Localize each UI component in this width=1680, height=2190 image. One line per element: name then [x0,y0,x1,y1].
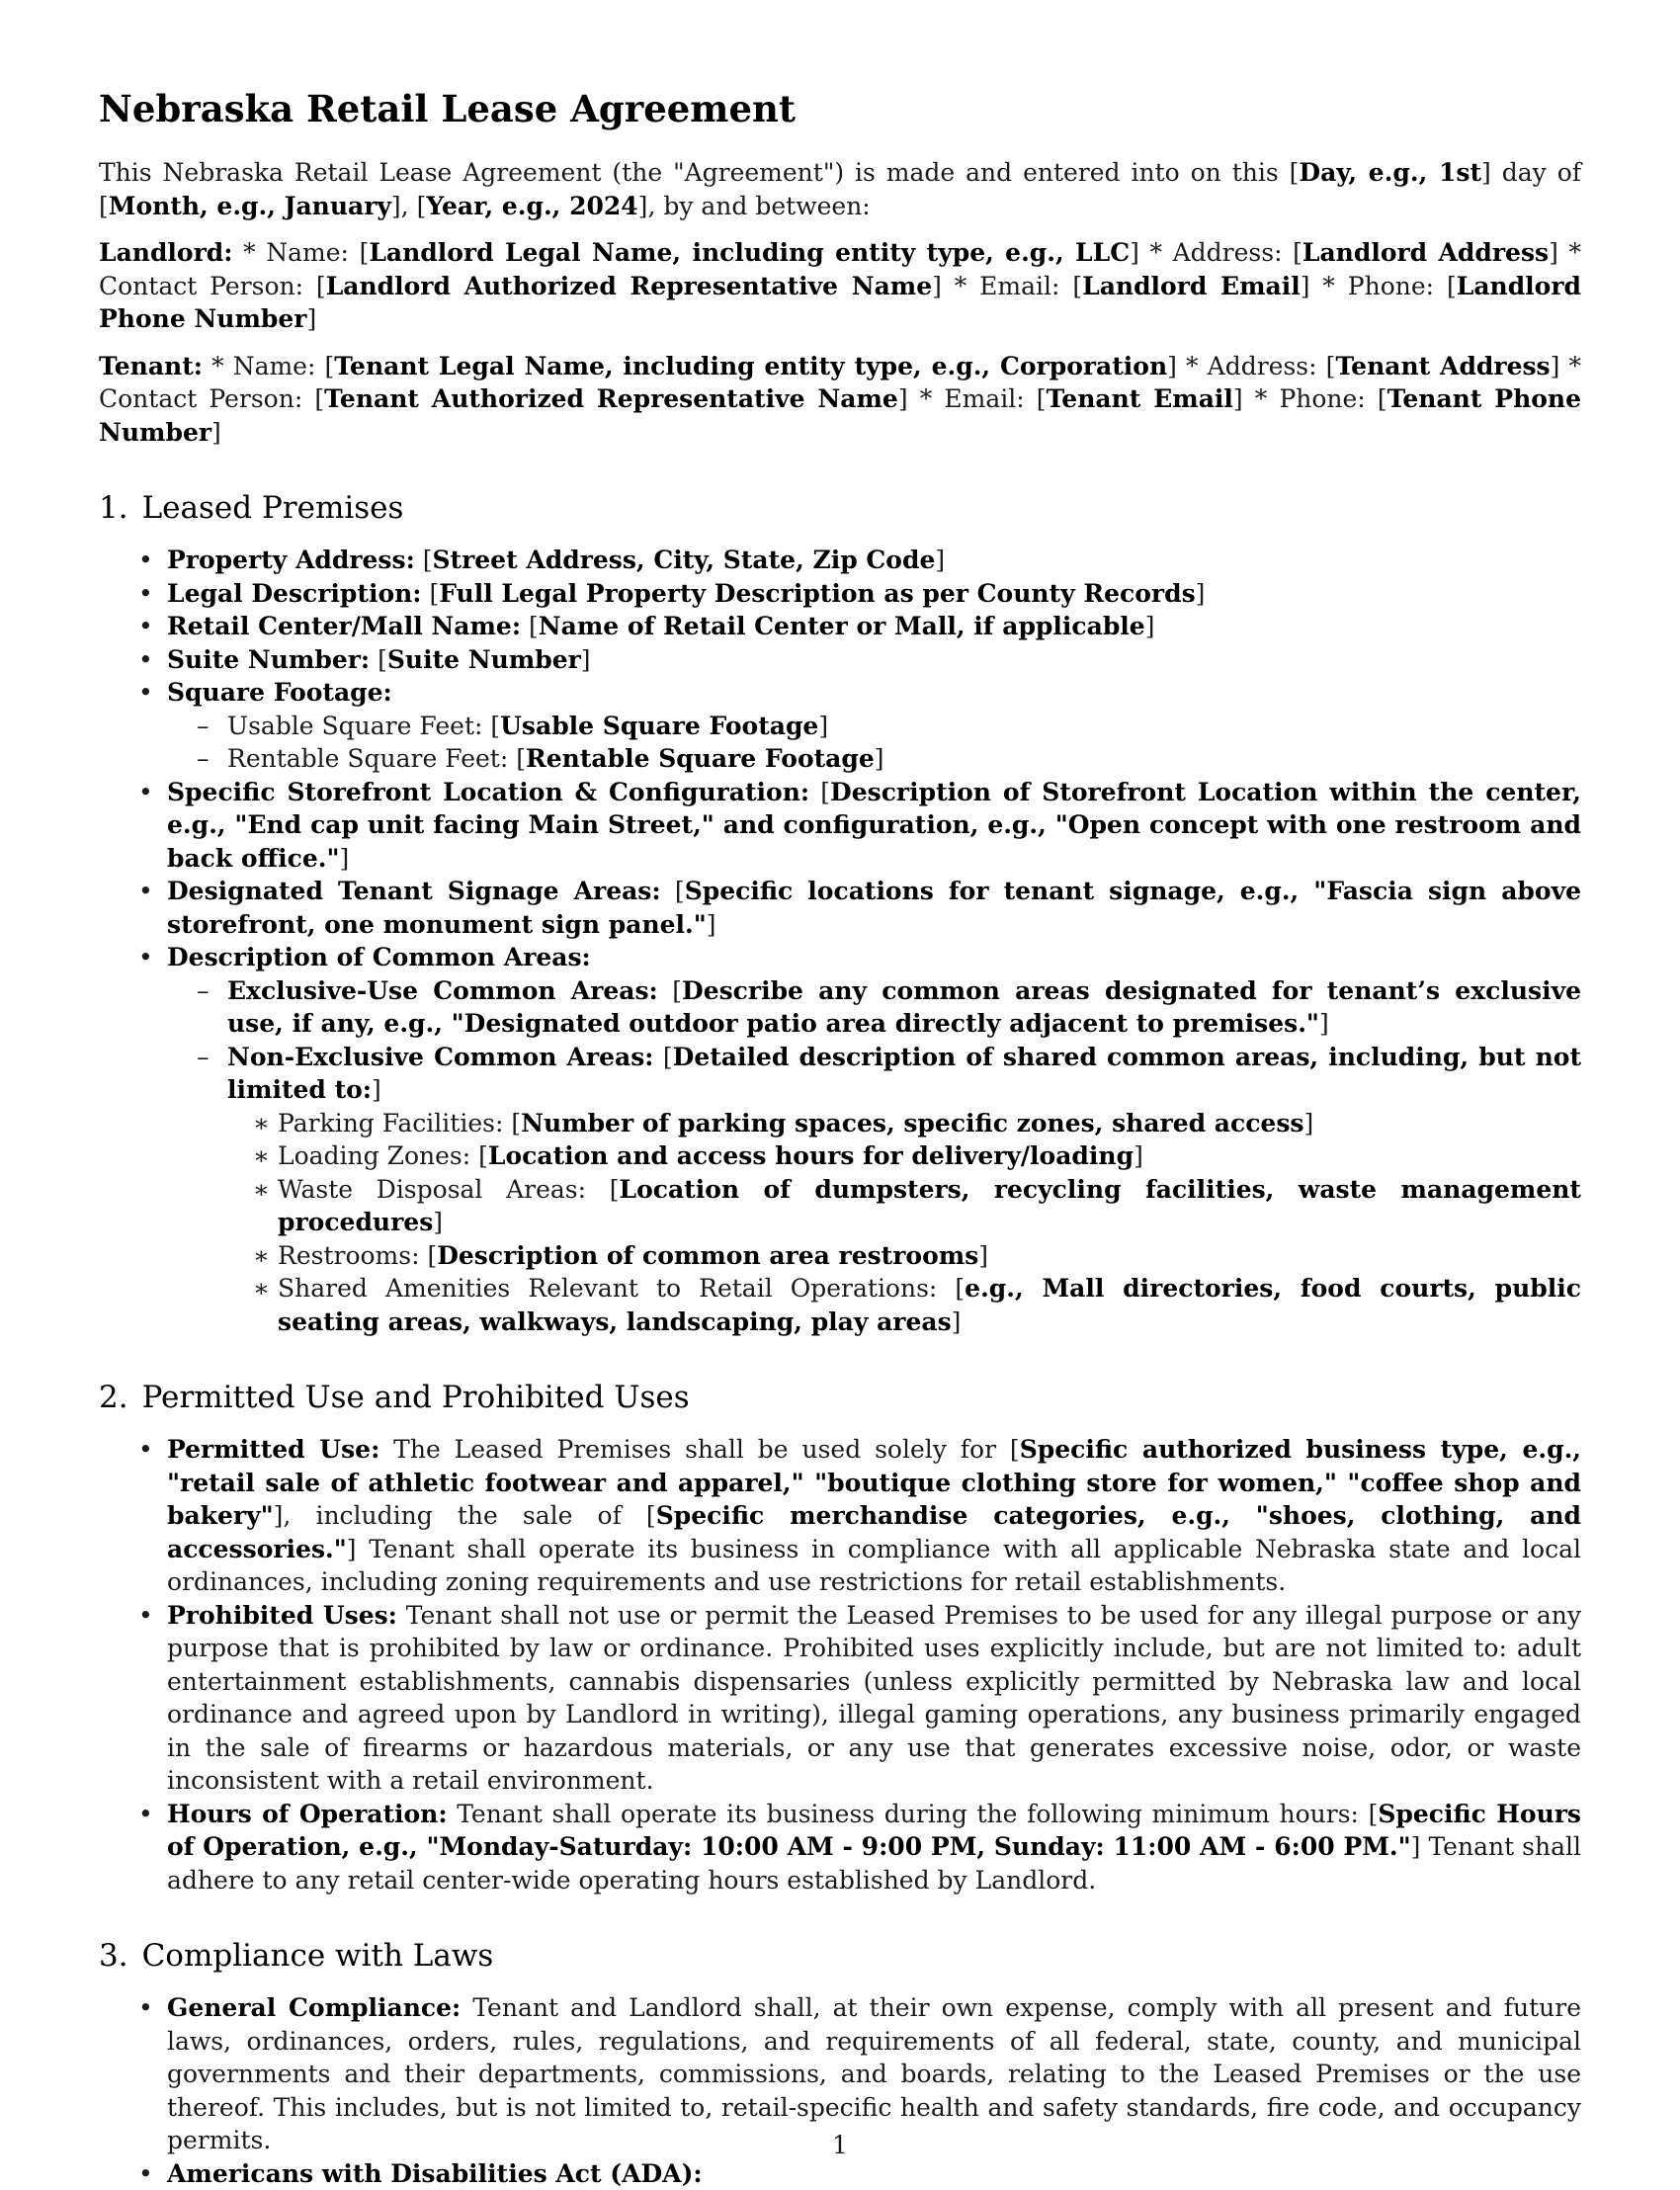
placeholder-value: Usable Square Footage [500,712,818,740]
item-label: Parking Facilities: [278,1109,511,1137]
placeholder-value: Location and access hours for delivery/loading [488,1141,1134,1170]
item-label: Specific Storefront Location & Configuration: [167,778,809,806]
section-number: 1. [99,490,128,526]
landlord-label: Landlord: [99,238,233,267]
list-item [99,941,1581,1338]
list-item: • Legal Description: [Full Legal Property Description as per County Records] [99,577,1581,611]
landlord-contact-placeholder: Landlord Authorized Representative Name [326,272,932,300]
field-label: * Email: [942,272,1072,300]
placeholder-value: Description of Storefront Location within the center, e.g., "End cap unit facing Main Street," and configuration, e.g., "Open concept with one restroom and back office." [167,778,1581,873]
item-label: Waste Disposal Areas: [278,1175,610,1204]
intro-text: This Nebraska Retail Lease Agreement (the "Agreement") is made and entered into on this [99,158,1290,187]
list-item [99,676,1581,776]
landlord-email-placeholder: Landlord Email [1082,272,1301,300]
item-label: Prohibited Uses: [167,1601,397,1630]
intro-paragraph: This Nebraska Retail Lease Agreement (the "Agreement") is made and entered into on this [Day, e.g., 1st] day of [Month, e.g., January], [Year, e.g., 2024], by and between: [99,156,1581,222]
list-item: – Usable Square Feet: [Usable Square Footage] [167,710,1581,743]
tenant-contact-placeholder: Tenant Authorized Representative Name [324,384,898,413]
placeholder-value: Street Address, City, State, Zip Code [433,546,936,574]
field-label: * Name: [203,352,325,380]
item-text: Tenant shall not use or permit the Leased Premises to be used for any illegal purpose or any purpose that is prohibited by law or ordinance. Prohibited uses explicitly include, but are not limited to: adult entertainment establishments, cannabis dispensaries (unless explicitly permitted by Nebraska law and local ordinance and agreed upon by Landlord in writing), illegal gaming operations, any business primarily engaged in the sale of firearms or hazardous materials, or any use that generates excessive noise, odor, or waste inconsistent with a retail environment. [167,1601,1581,1796]
landlord-address-placeholder: Landlord Address [1302,238,1549,267]
list-item: – Exclusive-Use Common Areas: [Describe any common areas designated for tenant’s exclusive use, if any, e.g., "Designated outdoor patio area directly adjacent to premises."] [167,974,1581,1041]
field-label: * Address: [1177,352,1326,380]
list-item [99,1599,1581,1798]
permitted-use-list [99,1433,1581,1896]
non-exclusive-areas-sublist [227,1107,1581,1339]
item-label: Suite Number: [167,645,370,674]
list-item: • Property Address: [Street Address, City, State, Zip Code] [99,544,1581,577]
placeholder-value: Number of parking spaces, specific zones, shared access [521,1109,1303,1137]
item-label: Restrooms: [278,1241,427,1270]
placeholder-value: Suite Number [387,645,581,674]
item-label: Americans with Disabilities Act (ADA): [167,2159,703,2188]
year-placeholder: Year, e.g., 2024 [426,192,637,220]
intro-text: day of [1491,158,1581,187]
list-item: – Rentable Square Feet: [Rentable Square Footage] [167,742,1581,776]
item-label: Legal Description: [167,579,422,608]
field-label: * Contact Person: [99,238,1581,300]
list-item: • Hours of Operation: Tenant shall operate its business during the following minimum hours: [Specific Hours of Operation, e.g., "Monday-Saturday: 10:00 AM - 9:00 PM, Sunday: 11:00 AM - 6:00 PM."] Tenant shall adhere to any retail center-wide operating hours established by Landlord. [99,1798,1581,1897]
placeholder-value: Specific Hours of Operation, e.g., "Monday-Saturday: 10:00 AM - 9:00 PM, Sunday: 11:00 AM - 6:00 PM." [167,1800,1581,1862]
item-label: Usable Square Feet: [227,712,490,740]
tenant-address-placeholder: Tenant Address [1335,352,1550,380]
placeholder-value: Full Legal Property Description as per County Records [439,579,1195,608]
leased-premises-list [99,544,1581,1338]
placeholder-value: Location of dumpsters, recycling facilities, waste management procedures [278,1175,1581,1237]
tenant-label: Tenant: [99,352,203,380]
item-label: Loading Zones: [278,1141,478,1170]
section-title: Permitted Use and Prohibited Uses [142,1380,690,1415]
list-item: • Suite Number: [Suite Number] [99,643,1581,677]
common-areas-sublist [167,974,1581,1339]
placeholder-value: Describe any common areas designated for tenant’s exclusive use, if any, e.g., "Designated outdoor patio area directly adjacent to premises." [227,976,1581,1039]
field-label: * Name: [233,238,360,267]
tenant-email-placeholder: Tenant Email [1047,384,1233,413]
placeholder-value: Name of Retail Center or Mall, if applicable [539,612,1145,640]
intro-text: , [401,192,417,220]
item-text: Tenant shall operate its business in compliance with all applicable Nebraska state and local ordinances, including zoning requirements and use restrictions for retail establishments. [167,1535,1581,1597]
list-item: • Permitted Use: The Leased Premises shall be used solely for [Specific authorized business type, e.g., "retail sale of athletic footwear and apparel," "boutique clothing store for women," "coffee shop and bakery"], including the sale of [Specific merchandise categories, e.g., "shoes, clothing, and accessories."] Tenant shall operate its business in compliance with all applicable Nebraska state and local ordinances, including zoning requirements and use restrictions for retail establishments. [99,1433,1581,1599]
section-title: Leased Premises [142,490,404,526]
placeholder-value: Description of common area restrooms [437,1241,978,1270]
list-item: ∗ Loading Zones: [Location and access hours for delivery/loading] [227,1139,1581,1173]
item-text: Tenant and Landlord shall, at their own expense, comply with all present and future laws, ordinances, orders, rules, regulations, and requirements of all federal, state, county, and municipal governments and their departments, commissions, and boards, relating to the Leased Premises or the use thereof. This includes, but is not limited to, retail-specific health and safety standards, fire code, and occupancy permits. [167,1993,1581,2154]
item-label: Exclusive-Use Common Areas: [227,976,658,1005]
item-label: Non-Exclusive Common Areas: [227,1043,654,1071]
field-label: * Phone: [1243,384,1378,413]
item-label: Permitted Use: [167,1435,379,1464]
landlord-name-placeholder: Landlord Legal Name, including entity type, e.g., LLC [369,238,1130,267]
section-heading-leased-premises [99,488,1581,528]
field-label: * Contact Person: [99,352,1581,414]
list-item: ∗ Waste Disposal Areas: [Location of dumpsters, recycling facilities, waste management procedures] [227,1173,1581,1239]
list-item: ∗ Restrooms: [Description of common area restrooms] [227,1239,1581,1273]
item-label: Designated Tenant Signage Areas: [167,877,661,905]
document-title: Nebraska Retail Lease Agreement [99,87,1581,130]
field-label: * Email: [908,384,1037,413]
item-label: Hours of Operation: [167,1800,448,1828]
placeholder-value: e.g., Mall directories, food courts, public seating areas, walkways, landscaping, play areas [278,1274,1581,1336]
square-footage-sublist [167,710,1581,776]
item-text: The Leased Premises shall be used solely for [379,1435,1010,1464]
item-label: Square Footage: [167,678,392,707]
item-text: , including the sale of [283,1501,646,1530]
landlord-block: Landlord: * Name: [Landlord Legal Name, including entity type, e.g., LLC] * Address: [Landlord Address] * Contact Person: [Landlord Authorized Representative Name] * Email: [Landlord Email] * Phone: [Landlord Phone Number] [99,236,1581,336]
intro-text: , by and between: [647,192,870,220]
day-placeholder: Day, e.g., 1st [1299,158,1481,187]
section-heading-permitted-use [99,1378,1581,1417]
page-number: 1 [0,2129,1680,2162]
tenant-name-placeholder: Tenant Legal Name, including entity type, e.g., Corporation [334,352,1167,380]
item-label: Rentable Square Feet: [227,744,516,773]
placeholder-value: Detailed description of shared common areas, including, but not limited to: [227,1043,1581,1105]
landlord-phone-placeholder: Landlord Phone Number [99,272,1581,334]
list-item: ∗ Shared Amenities Relevant to Retail Operations: [e.g., Mall directories, food courts, public seating areas, walkways, landscaping, play areas] [227,1272,1581,1338]
month-placeholder: Month, e.g., January [109,192,391,220]
section-title: Compliance with Laws [142,1938,494,1974]
item-text: Tenant shall operate its business during the following minimum hours: [448,1800,1369,1828]
list-item: – Non-Exclusive Common Areas: [Detailed description of shared common areas, including, but not limited to:] ∗ Parking Facilities: [Number of parking spaces, specific zones, shared access] ∗ Loading Zones: [Location and access hours for delivery/loading] ∗ Waste Disposal Areas: [Location of dumpsters, recycling facilities, waste management procedures] ∗ Restrooms: [Description of common area restrooms] ∗ Shared Amenities Relevant to Retail Operations: [e.g., Mall directories, food courts, public seating areas, walkways, landscaping, play areas] [167,1041,1581,1339]
placeholder-value: Specific locations for tenant signage, e.g., "Fascia sign above storefront, one monument sign panel." [167,877,1581,939]
section-number: 3. [99,1938,128,1974]
item-label: Property Address: [167,546,415,574]
placeholder-value: Specific authorized business type, e.g., "retail sale of athletic footwear and apparel," "boutique clothing store for women," "coffee shop and bakery" [167,1435,1581,1530]
list-item [99,2157,1581,2190]
section-number: 2. [99,1380,128,1415]
field-label: * Address: [1139,238,1293,267]
placeholder-value: Specific merchandise categories, e.g., "shoes, clothing, and accessories." [167,1501,1581,1563]
tenant-phone-placeholder: Tenant Phone Number [99,384,1581,447]
item-label: General Compliance: [167,1993,461,2022]
item-label: Description of Common Areas: [167,943,591,971]
list-item: ∗ Parking Facilities: [Number of parking spaces, specific zones, shared access] [227,1107,1581,1140]
item-text: Tenant shall adhere to any retail center-wide operating hours established by Landlord. [167,1832,1581,1895]
tenant-block: Tenant: * Name: [Tenant Legal Name, including entity type, e.g., Corporation] * Address: [Tenant Address] * Contact Person: [Tenant Authorized Representative Name] * Email: [Tenant Email] * Phone: [Tenant Phone Number] [99,350,1581,450]
list-item: • Specific Storefront Location & Configuration: [Description of Storefront Location within the center, e.g., "End cap unit facing Main Street," and configuration, e.g., "Open concept with one restroom and back office."] [99,776,1581,876]
placeholder-value: Rentable Square Footage [526,744,875,773]
item-label: Retail Center/Mall Name: [167,612,521,640]
section-heading-compliance [99,1936,1581,1976]
item-label: Shared Amenities Relevant to Retail Operations: [278,1274,955,1303]
list-item: • Retail Center/Mall Name: [Name of Retail Center or Mall, if applicable] [99,610,1581,643]
list-item: • Designated Tenant Signage Areas: [Specific locations for tenant signage, e.g., "Fascia sign above storefront, one monument sign panel."] [99,875,1581,941]
field-label: * Phone: [1310,272,1447,300]
